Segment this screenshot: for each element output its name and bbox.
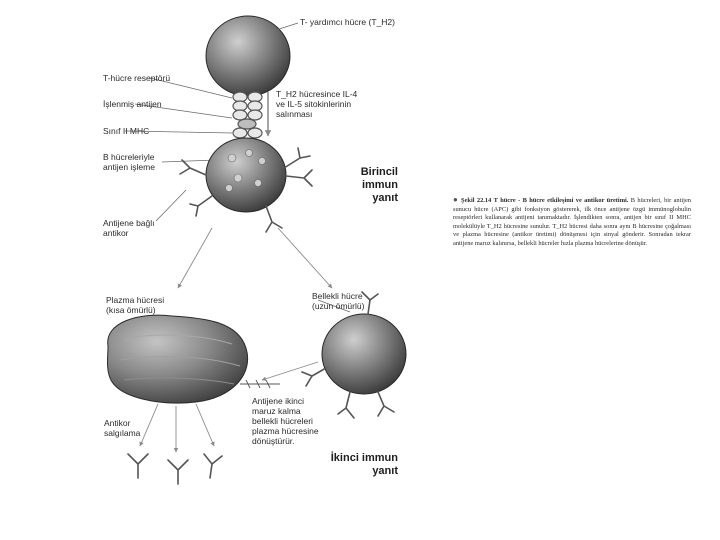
- label-processed-antigen: İşlenmiş antijen: [103, 99, 162, 109]
- caption-title: T hücre - B hücre etkileşimi ve antikor üretimi.: [493, 197, 629, 204]
- secretion-arrows: [140, 404, 214, 452]
- label-cytokine-release: T_H2 hücresince IL-4 ve IL-5 sitokinlerinin salınması: [276, 89, 358, 119]
- label-mhc-class-ii: Sınıf II MHC: [103, 126, 150, 136]
- plasma-inner-antibodies: [240, 380, 280, 388]
- label-t-cell-receptor: T-hücre reseptörü: [103, 73, 171, 83]
- label-bound-antibody: Antijene bağlı antikor: [103, 218, 155, 238]
- t-helper-cell: [206, 16, 290, 96]
- label-antibody-secretion: Antikor salgılama: [104, 418, 141, 438]
- receptor-complex: [233, 92, 262, 138]
- label-t-helper-cell: T- yardımcı hücre (T_H2): [300, 17, 395, 27]
- caption-marker: ●: [453, 195, 459, 204]
- b-cell: [206, 138, 286, 212]
- figure-caption: [453, 196, 691, 249]
- caption-figure-number: Şekil 22.14: [461, 197, 492, 204]
- label-b-cell-processing: B hücreleriyle antijen işleme: [103, 152, 155, 172]
- arrow-to-memory: [278, 228, 332, 288]
- label-memory-cell: Bellekli hücre (uzun ömürlü): [312, 291, 365, 311]
- label-plasma-cell: Plazma hücresi (kısa ömürlü): [106, 295, 165, 315]
- caption-body: B hücreleri, bir antijen sunucu hücre (APC) gibi fonksiyon göstererek, ilk önce antijene özgü immünoglobulin reseptörleri kullanarak antijeni tanımaktadır. İşlendikten sonra, antijen bir sınıf II MHC molekülüyle T_H2 hücresine sunulur. T_H2 hücresi daha sonra aynı B hücresine çoğalması ve plazma hücresine (antikor üretimi) dönüşmesi için sinyal gönderir. Sonradan tekrar antijene maruz kalınırsa, bellekli hücreler hızla plazma hücrelerine dönüşür.: [453, 197, 691, 247]
- arrow-memory-to-plasma: [262, 362, 318, 380]
- label-secondary-response: İkinci immun yanıt: [330, 452, 398, 477]
- label-primary-response: Birincil immun yanıt: [360, 166, 398, 204]
- arrow-to-plasma: [178, 228, 212, 288]
- label-second-exposure: Antijene ikinci maruz kalma bellekli hücreleri plazma hücresine dönüştürür.: [252, 396, 319, 446]
- memory-cell: [322, 314, 406, 394]
- secreted-antibodies: [128, 454, 222, 484]
